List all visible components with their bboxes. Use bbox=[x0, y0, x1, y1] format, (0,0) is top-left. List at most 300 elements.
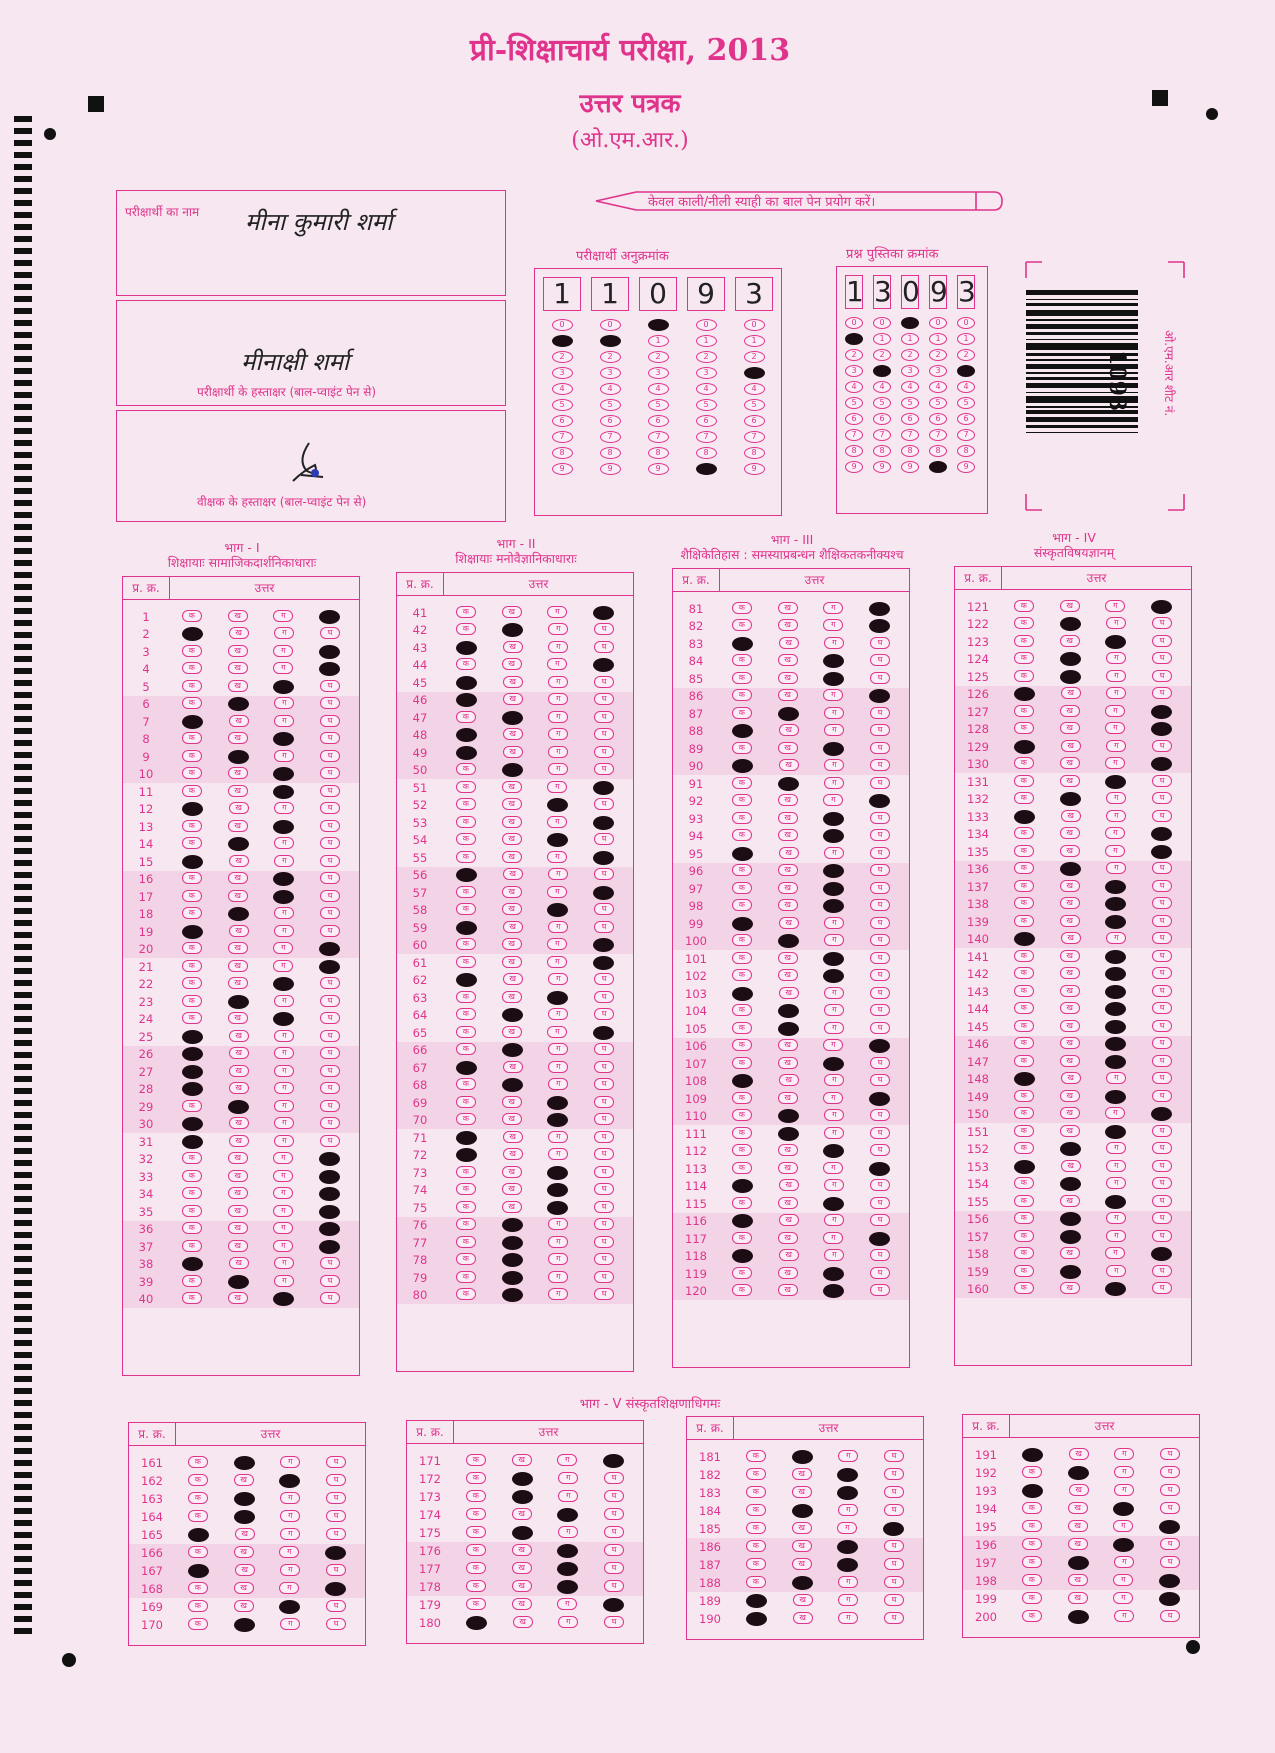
answer-bubble[interactable]: घ bbox=[320, 750, 340, 762]
answer-bubble[interactable] bbox=[182, 1030, 203, 1044]
answer-bubble[interactable]: ख bbox=[778, 619, 798, 631]
answer-bubble[interactable]: ख bbox=[502, 1166, 522, 1178]
answer-bubble[interactable] bbox=[593, 938, 614, 952]
answer-bubble[interactable] bbox=[1060, 792, 1081, 806]
answer-bubble[interactable]: घ bbox=[884, 1540, 904, 1552]
answer-bubble[interactable] bbox=[182, 855, 203, 869]
answer-bubble[interactable]: ख bbox=[503, 728, 523, 740]
roll-bubble[interactable]: 8 bbox=[696, 447, 717, 459]
answer-bubble[interactable]: क bbox=[456, 1078, 476, 1090]
answer-bubble[interactable]: ग bbox=[838, 1612, 858, 1624]
booklet-bubble[interactable]: 7 bbox=[873, 429, 891, 441]
answer-bubble[interactable] bbox=[456, 1148, 477, 1162]
answer-bubble[interactable]: ख bbox=[502, 781, 522, 793]
answer-bubble[interactable]: क bbox=[732, 1267, 752, 1279]
answer-bubble[interactable] bbox=[1068, 1466, 1089, 1480]
answer-bubble[interactable]: घ bbox=[870, 742, 890, 754]
answer-bubble[interactable]: क bbox=[182, 680, 202, 692]
answer-bubble[interactable]: क bbox=[746, 1450, 766, 1462]
answer-bubble[interactable] bbox=[823, 899, 844, 913]
answer-bubble[interactable]: क bbox=[456, 1043, 476, 1055]
answer-bubble[interactable]: ग bbox=[1106, 1212, 1126, 1224]
answer-bubble[interactable]: क bbox=[1014, 775, 1034, 787]
roll-bubble[interactable]: 5 bbox=[552, 399, 573, 411]
answer-bubble[interactable]: ग bbox=[273, 645, 293, 657]
answer-bubble[interactable]: घ bbox=[604, 1580, 624, 1592]
answer-bubble[interactable]: क bbox=[746, 1522, 766, 1534]
answer-bubble[interactable]: ग bbox=[548, 1043, 568, 1055]
answer-bubble[interactable]: ख bbox=[1060, 1020, 1080, 1032]
answer-bubble[interactable] bbox=[228, 995, 249, 1009]
answer-bubble[interactable]: ग bbox=[1105, 757, 1125, 769]
answer-bubble[interactable]: क bbox=[1022, 1538, 1042, 1550]
answer-bubble[interactable] bbox=[456, 676, 477, 690]
booklet-bubble[interactable]: 4 bbox=[845, 381, 863, 393]
answer-bubble[interactable] bbox=[837, 1468, 858, 1482]
answer-bubble[interactable]: ग bbox=[273, 1170, 293, 1182]
answer-bubble[interactable]: क bbox=[182, 837, 202, 849]
answer-bubble[interactable]: घ bbox=[594, 868, 614, 880]
answer-bubble[interactable]: ख bbox=[1068, 1502, 1088, 1514]
answer-bubble[interactable]: क bbox=[1014, 1002, 1034, 1014]
answer-bubble[interactable]: ख bbox=[1061, 740, 1081, 752]
answer-bubble[interactable]: क bbox=[1014, 915, 1034, 927]
answer-bubble[interactable]: घ bbox=[884, 1576, 904, 1588]
answer-bubble[interactable] bbox=[1105, 897, 1126, 911]
answer-bubble[interactable]: ख bbox=[778, 1092, 798, 1104]
booklet-bubble[interactable] bbox=[901, 317, 919, 329]
answer-bubble[interactable] bbox=[273, 767, 294, 781]
answer-bubble[interactable]: ग bbox=[824, 1179, 844, 1191]
answer-bubble[interactable] bbox=[1105, 1037, 1126, 1051]
answer-bubble[interactable]: घ bbox=[1152, 1212, 1172, 1224]
answer-bubble[interactable]: घ bbox=[594, 1131, 614, 1143]
answer-bubble[interactable] bbox=[502, 1236, 523, 1250]
answer-bubble[interactable]: घ bbox=[870, 847, 890, 859]
answer-bubble[interactable] bbox=[1060, 1230, 1081, 1244]
answer-bubble[interactable]: ग bbox=[1106, 740, 1126, 752]
answer-bubble[interactable] bbox=[778, 1004, 799, 1018]
answer-bubble[interactable]: ख bbox=[779, 1074, 799, 1086]
roll-bubble[interactable] bbox=[648, 319, 669, 331]
answer-bubble[interactable]: ग bbox=[548, 676, 568, 688]
answer-bubble[interactable]: ख bbox=[502, 956, 522, 968]
answer-bubble[interactable]: ग bbox=[838, 1594, 858, 1606]
answer-bubble[interactable]: ख bbox=[792, 1468, 812, 1480]
answer-bubble[interactable]: ग bbox=[280, 1456, 300, 1468]
answer-bubble[interactable]: ग bbox=[548, 1218, 568, 1230]
answer-bubble[interactable] bbox=[512, 1526, 533, 1540]
roll-bubble[interactable]: 5 bbox=[744, 399, 765, 411]
answer-bubble[interactable]: ख bbox=[512, 1544, 532, 1556]
answer-bubble[interactable]: ख bbox=[502, 1026, 522, 1038]
answer-bubble[interactable]: ग bbox=[548, 1253, 568, 1265]
answer-bubble[interactable] bbox=[228, 750, 249, 764]
answer-bubble[interactable]: ग bbox=[824, 917, 844, 929]
answer-bubble[interactable]: ग bbox=[274, 1275, 294, 1287]
answer-bubble[interactable] bbox=[228, 837, 249, 851]
answer-bubble[interactable]: क bbox=[732, 882, 752, 894]
answer-bubble[interactable]: क bbox=[456, 1271, 476, 1283]
answer-bubble[interactable] bbox=[1113, 1538, 1134, 1552]
answer-bubble[interactable]: घ bbox=[326, 1510, 346, 1522]
answer-bubble[interactable]: घ bbox=[594, 1043, 614, 1055]
answer-bubble[interactable] bbox=[1105, 880, 1126, 894]
answer-bubble[interactable] bbox=[319, 960, 340, 974]
answer-bubble[interactable] bbox=[792, 1450, 813, 1464]
answer-bubble[interactable]: क bbox=[466, 1580, 486, 1592]
answer-bubble[interactable]: क bbox=[456, 798, 476, 810]
answer-bubble[interactable]: घ bbox=[604, 1544, 624, 1556]
answer-bubble[interactable]: ग bbox=[1106, 1230, 1126, 1242]
answer-bubble[interactable]: ख bbox=[778, 1232, 798, 1244]
answer-bubble[interactable] bbox=[456, 868, 477, 882]
answer-bubble[interactable]: घ bbox=[870, 724, 890, 736]
answer-bubble[interactable]: ग bbox=[1105, 1247, 1125, 1259]
answer-bubble[interactable] bbox=[319, 1187, 340, 1201]
answer-bubble[interactable] bbox=[1151, 1107, 1172, 1121]
answer-bubble[interactable]: क bbox=[1022, 1502, 1042, 1514]
answer-bubble[interactable]: ग bbox=[838, 1504, 858, 1516]
answer-bubble[interactable]: क bbox=[456, 1236, 476, 1248]
answer-bubble[interactable] bbox=[732, 1249, 753, 1263]
answer-bubble[interactable]: क bbox=[1022, 1466, 1042, 1478]
answer-bubble[interactable]: ग bbox=[547, 781, 567, 793]
answer-bubble[interactable]: क bbox=[1022, 1520, 1042, 1532]
answer-bubble[interactable]: क bbox=[182, 610, 202, 622]
answer-bubble[interactable] bbox=[1105, 635, 1126, 649]
roll-bubble[interactable]: 4 bbox=[696, 383, 717, 395]
answer-bubble[interactable]: ख bbox=[228, 1222, 248, 1234]
answer-bubble[interactable] bbox=[557, 1508, 578, 1522]
answer-bubble[interactable]: घ bbox=[1152, 792, 1172, 804]
answer-bubble[interactable]: ख bbox=[228, 1170, 248, 1182]
roll-bubble[interactable]: 6 bbox=[600, 415, 621, 427]
answer-bubble[interactable] bbox=[869, 1092, 890, 1106]
answer-bubble[interactable]: ख bbox=[502, 1096, 522, 1108]
answer-bubble[interactable]: ख bbox=[778, 654, 798, 666]
answer-bubble[interactable]: घ bbox=[1152, 880, 1172, 892]
answer-bubble[interactable]: ग bbox=[274, 995, 294, 1007]
answer-bubble[interactable]: ग bbox=[548, 693, 568, 705]
answer-bubble[interactable] bbox=[319, 645, 340, 659]
answer-bubble[interactable]: ग bbox=[824, 1214, 844, 1226]
answer-bubble[interactable]: ख bbox=[778, 812, 798, 824]
answer-bubble[interactable]: ख bbox=[502, 1183, 522, 1195]
answer-bubble[interactable]: घ bbox=[320, 1117, 340, 1129]
answer-bubble[interactable]: घ bbox=[594, 921, 614, 933]
answer-bubble[interactable]: ग bbox=[273, 610, 293, 622]
answer-bubble[interactable]: घ bbox=[870, 1074, 890, 1086]
answer-bubble[interactable]: क bbox=[182, 1187, 202, 1199]
answer-bubble[interactable]: घ bbox=[870, 987, 890, 999]
answer-bubble[interactable]: ग bbox=[1105, 845, 1125, 857]
roll-bubble[interactable]: 2 bbox=[600, 351, 621, 363]
answer-bubble[interactable]: क bbox=[182, 732, 202, 744]
answer-bubble[interactable]: ग bbox=[1113, 1592, 1133, 1604]
booklet-bubble[interactable]: 3 bbox=[845, 365, 863, 377]
answer-bubble[interactable]: क bbox=[456, 1288, 476, 1300]
roll-bubble[interactable]: 7 bbox=[744, 431, 765, 443]
answer-bubble[interactable]: ग bbox=[824, 724, 844, 736]
answer-bubble[interactable]: घ bbox=[320, 1082, 340, 1094]
answer-bubble[interactable]: क bbox=[1014, 1212, 1034, 1224]
answer-bubble[interactable] bbox=[823, 1284, 844, 1298]
booklet-bubble[interactable]: 6 bbox=[929, 413, 947, 425]
booklet-bubble[interactable]: 0 bbox=[845, 317, 863, 329]
answer-bubble[interactable] bbox=[1159, 1592, 1180, 1606]
booklet-bubble[interactable]: 0 bbox=[957, 317, 975, 329]
answer-bubble[interactable] bbox=[732, 1074, 753, 1088]
answer-bubble[interactable] bbox=[778, 707, 799, 721]
answer-bubble[interactable] bbox=[1151, 705, 1172, 719]
answer-bubble[interactable]: ग bbox=[274, 1117, 294, 1129]
answer-bubble[interactable]: ग bbox=[1106, 1072, 1126, 1084]
answer-bubble[interactable]: ख bbox=[778, 689, 798, 701]
answer-bubble[interactable]: ग bbox=[280, 1528, 300, 1540]
answer-bubble[interactable]: क bbox=[456, 623, 476, 635]
answer-bubble[interactable]: घ bbox=[594, 711, 614, 723]
answer-bubble[interactable]: ग bbox=[558, 1526, 578, 1538]
booklet-bubble[interactable]: 4 bbox=[901, 381, 919, 393]
answer-bubble[interactable]: ख bbox=[778, 1267, 798, 1279]
answer-bubble[interactable]: ग bbox=[1106, 687, 1126, 699]
answer-bubble[interactable]: क bbox=[1014, 985, 1034, 997]
answer-bubble[interactable]: ख bbox=[1060, 1090, 1080, 1102]
answer-bubble[interactable]: ग bbox=[548, 1148, 568, 1160]
answer-bubble[interactable] bbox=[1105, 1020, 1126, 1034]
answer-bubble[interactable]: ख bbox=[1061, 1160, 1081, 1172]
answer-bubble[interactable]: क bbox=[182, 1222, 202, 1234]
answer-bubble[interactable]: क bbox=[1014, 652, 1034, 664]
answer-bubble[interactable] bbox=[456, 1131, 477, 1145]
answer-bubble[interactable]: ग bbox=[558, 1490, 578, 1502]
answer-bubble[interactable]: ख bbox=[502, 938, 522, 950]
answer-bubble[interactable]: ख bbox=[229, 1135, 249, 1147]
answer-bubble[interactable]: ख bbox=[503, 676, 523, 688]
answer-bubble[interactable]: घ bbox=[594, 1271, 614, 1283]
answer-bubble[interactable] bbox=[319, 1152, 340, 1166]
answer-bubble[interactable]: ख bbox=[228, 610, 248, 622]
answer-bubble[interactable] bbox=[1105, 1055, 1126, 1069]
answer-bubble[interactable] bbox=[182, 1135, 203, 1149]
answer-bubble[interactable]: घ bbox=[1152, 1195, 1172, 1207]
answer-bubble[interactable]: घ bbox=[1152, 1160, 1172, 1172]
answer-bubble[interactable]: क bbox=[456, 658, 476, 670]
answer-bubble[interactable]: घ bbox=[884, 1450, 904, 1462]
answer-bubble[interactable]: क bbox=[732, 794, 752, 806]
answer-bubble[interactable] bbox=[547, 798, 568, 812]
answer-bubble[interactable]: ख bbox=[793, 1612, 813, 1624]
answer-bubble[interactable] bbox=[1151, 1247, 1172, 1261]
answer-bubble[interactable] bbox=[319, 1240, 340, 1254]
answer-bubble[interactable]: क bbox=[1014, 1037, 1034, 1049]
answer-bubble[interactable] bbox=[1151, 845, 1172, 859]
answer-bubble[interactable]: क bbox=[466, 1508, 486, 1520]
answer-bubble[interactable]: ख bbox=[502, 816, 522, 828]
answer-bubble[interactable]: घ bbox=[870, 1004, 890, 1016]
answer-bubble[interactable]: क bbox=[456, 781, 476, 793]
booklet-bubble[interactable]: 1 bbox=[901, 333, 919, 345]
answer-bubble[interactable]: क bbox=[456, 886, 476, 898]
answer-bubble[interactable] bbox=[823, 812, 844, 826]
roll-bubble[interactable]: 4 bbox=[648, 383, 669, 395]
answer-bubble[interactable]: ग bbox=[1106, 1265, 1126, 1277]
booklet-bubble[interactable]: 1 bbox=[957, 333, 975, 345]
answer-bubble[interactable]: क bbox=[732, 864, 752, 876]
answer-bubble[interactable]: घ bbox=[1152, 932, 1172, 944]
answer-bubble[interactable] bbox=[869, 1162, 890, 1176]
answer-bubble[interactable] bbox=[732, 1179, 753, 1193]
roll-bubble[interactable]: 6 bbox=[552, 415, 573, 427]
answer-bubble[interactable] bbox=[228, 907, 249, 921]
answer-bubble[interactable]: ग bbox=[548, 623, 568, 635]
answer-bubble[interactable] bbox=[279, 1600, 300, 1614]
answer-bubble[interactable] bbox=[182, 925, 203, 939]
answer-bubble[interactable]: घ bbox=[320, 837, 340, 849]
answer-bubble[interactable] bbox=[1159, 1520, 1180, 1534]
answer-bubble[interactable]: ग bbox=[824, 847, 844, 859]
answer-bubble[interactable] bbox=[823, 1144, 844, 1158]
answer-bubble[interactable]: ख bbox=[1068, 1592, 1088, 1604]
answer-bubble[interactable] bbox=[325, 1546, 346, 1560]
answer-bubble[interactable]: क bbox=[1014, 1282, 1034, 1294]
answer-bubble[interactable] bbox=[456, 728, 477, 742]
answer-bubble[interactable] bbox=[234, 1492, 255, 1506]
answer-bubble[interactable]: घ bbox=[594, 1148, 614, 1160]
roll-bubble[interactable]: 3 bbox=[696, 367, 717, 379]
answer-bubble[interactable]: ग bbox=[273, 1240, 293, 1252]
answer-bubble[interactable]: ख bbox=[1060, 1002, 1080, 1014]
answer-bubble[interactable]: क bbox=[456, 833, 476, 845]
answer-bubble[interactable]: क bbox=[182, 890, 202, 902]
answer-bubble[interactable]: ग bbox=[274, 1065, 294, 1077]
answer-bubble[interactable] bbox=[869, 689, 890, 703]
answer-bubble[interactable] bbox=[746, 1612, 767, 1626]
answer-bubble[interactable]: ख bbox=[1060, 775, 1080, 787]
answer-bubble[interactable]: ख bbox=[778, 794, 798, 806]
roll-bubble[interactable]: 9 bbox=[552, 463, 573, 475]
answer-bubble[interactable]: घ bbox=[870, 1057, 890, 1069]
answer-bubble[interactable]: क bbox=[182, 785, 202, 797]
answer-bubble[interactable]: ग bbox=[558, 1616, 578, 1628]
answer-bubble[interactable]: घ bbox=[594, 1201, 614, 1213]
answer-bubble[interactable]: ग bbox=[274, 715, 294, 727]
booklet-bubble[interactable]: 8 bbox=[929, 445, 947, 457]
answer-bubble[interactable] bbox=[792, 1576, 813, 1590]
answer-bubble[interactable]: ग bbox=[547, 816, 567, 828]
answer-bubble[interactable] bbox=[1068, 1556, 1089, 1570]
answer-bubble[interactable]: ख bbox=[778, 829, 798, 841]
answer-bubble[interactable]: क bbox=[732, 1232, 752, 1244]
answer-bubble[interactable]: ख bbox=[229, 1082, 249, 1094]
answer-bubble[interactable]: क bbox=[182, 645, 202, 657]
answer-bubble[interactable]: क bbox=[182, 1292, 202, 1304]
roll-bubble[interactable]: 2 bbox=[744, 351, 765, 363]
answer-bubble[interactable]: ख bbox=[503, 1148, 523, 1160]
answer-bubble[interactable] bbox=[823, 742, 844, 756]
answer-bubble[interactable]: क bbox=[182, 1275, 202, 1287]
answer-bubble[interactable]: ख bbox=[778, 1284, 798, 1296]
answer-bubble[interactable]: ग bbox=[273, 1222, 293, 1234]
answer-bubble[interactable] bbox=[502, 1253, 523, 1267]
booklet-bubble[interactable]: 4 bbox=[957, 381, 975, 393]
answer-bubble[interactable]: घ bbox=[1152, 1142, 1172, 1154]
answer-bubble[interactable]: ग bbox=[273, 1187, 293, 1199]
answer-bubble[interactable] bbox=[182, 1065, 203, 1079]
answer-bubble[interactable]: घ bbox=[594, 798, 614, 810]
booklet-bubble[interactable]: 4 bbox=[929, 381, 947, 393]
answer-bubble[interactable]: घ bbox=[320, 855, 340, 867]
answer-bubble[interactable]: ख bbox=[503, 973, 523, 985]
answer-bubble[interactable] bbox=[823, 654, 844, 668]
answer-bubble[interactable]: घ bbox=[594, 641, 614, 653]
answer-bubble[interactable] bbox=[1105, 1195, 1126, 1209]
answer-bubble[interactable]: ग bbox=[1114, 1484, 1134, 1496]
answer-bubble[interactable]: क bbox=[1014, 757, 1034, 769]
answer-bubble[interactable] bbox=[1151, 757, 1172, 771]
answer-bubble[interactable]: ग bbox=[547, 886, 567, 898]
answer-bubble[interactable]: घ bbox=[320, 925, 340, 937]
booklet-bubble[interactable]: 3 bbox=[901, 365, 919, 377]
answer-bubble[interactable]: घ bbox=[884, 1612, 904, 1624]
booklet-bubble[interactable]: 5 bbox=[873, 397, 891, 409]
answer-bubble[interactable]: घ bbox=[604, 1490, 624, 1502]
roll-bubble[interactable]: 7 bbox=[600, 431, 621, 443]
answer-bubble[interactable]: ख bbox=[228, 1292, 248, 1304]
answer-bubble[interactable] bbox=[1105, 985, 1126, 999]
booklet-bubble[interactable]: 6 bbox=[901, 413, 919, 425]
answer-bubble[interactable] bbox=[732, 1214, 753, 1228]
roll-bubble[interactable]: 5 bbox=[600, 399, 621, 411]
answer-bubble[interactable]: ग bbox=[548, 1131, 568, 1143]
answer-bubble[interactable]: क bbox=[1014, 897, 1034, 909]
answer-bubble[interactable]: घ bbox=[594, 1218, 614, 1230]
answer-bubble[interactable]: क bbox=[188, 1600, 208, 1612]
answer-bubble[interactable]: घ bbox=[320, 977, 340, 989]
roll-bubble[interactable]: 8 bbox=[600, 447, 621, 459]
answer-bubble[interactable]: घ bbox=[1152, 1055, 1172, 1067]
answer-bubble[interactable] bbox=[182, 627, 203, 641]
answer-bubble[interactable]: ग bbox=[548, 921, 568, 933]
answer-bubble[interactable]: घ bbox=[594, 903, 614, 915]
answer-bubble[interactable]: घ bbox=[1152, 775, 1172, 787]
answer-bubble[interactable] bbox=[1060, 1177, 1081, 1191]
answer-bubble[interactable]: क bbox=[746, 1576, 766, 1588]
answer-bubble[interactable]: घ bbox=[604, 1526, 624, 1538]
answer-bubble[interactable]: ख bbox=[228, 1012, 248, 1024]
answer-bubble[interactable] bbox=[1014, 740, 1035, 754]
answer-bubble[interactable]: ग bbox=[274, 1257, 294, 1269]
answer-bubble[interactable]: क bbox=[456, 851, 476, 863]
answer-bubble[interactable]: घ bbox=[1152, 950, 1172, 962]
answer-bubble[interactable] bbox=[502, 763, 523, 777]
answer-bubble[interactable]: ग bbox=[548, 1008, 568, 1020]
answer-bubble[interactable] bbox=[1105, 915, 1126, 929]
answer-bubble[interactable]: ख bbox=[1060, 897, 1080, 909]
answer-bubble[interactable] bbox=[234, 1456, 255, 1470]
answer-bubble[interactable]: ख bbox=[512, 1598, 532, 1610]
answer-bubble[interactable]: घ bbox=[320, 715, 340, 727]
answer-bubble[interactable]: क bbox=[456, 816, 476, 828]
answer-bubble[interactable]: ख bbox=[779, 987, 799, 999]
answer-bubble[interactable]: ग bbox=[548, 763, 568, 775]
answer-bubble[interactable] bbox=[319, 942, 340, 956]
roll-bubble[interactable]: 9 bbox=[648, 463, 669, 475]
answer-bubble[interactable]: क bbox=[1014, 617, 1034, 629]
answer-bubble[interactable]: ख bbox=[229, 1065, 249, 1077]
booklet-bubble[interactable]: 9 bbox=[873, 461, 891, 473]
